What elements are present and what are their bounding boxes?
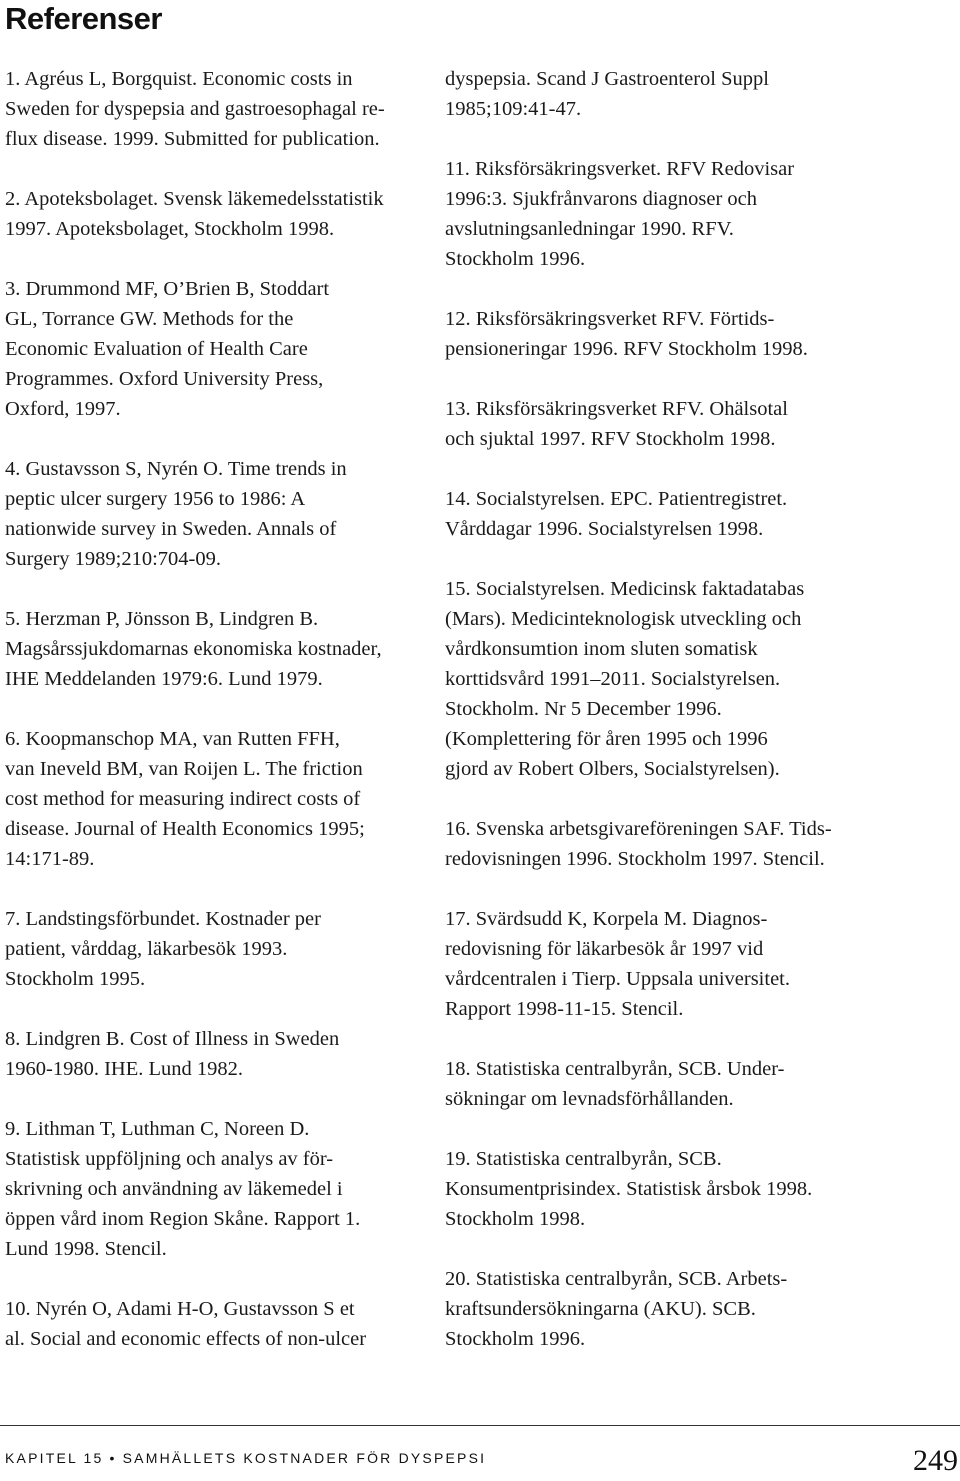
reference-line: 3. Drummond MF, O’Brien B, Stoddart	[5, 278, 330, 300]
reference-line: Vårddagar 1996. Socialstyrelsen 1998.	[445, 518, 764, 540]
reference-line: 20. Statistiska centralbyrån, SCB. Arbets-	[445, 1268, 788, 1290]
footer-chapter: KAPITEL 15	[5, 1450, 104, 1466]
reference-line: disease. Journal of Health Economics 1995;	[5, 818, 365, 840]
reference-line: van Ineveld BM, van Roijen L. The friction	[5, 758, 363, 780]
reference-line: avslutningsanledningar 1990. RFV.	[445, 218, 734, 240]
reference-line: korttidsvård 1991–2011. Socialstyrelsen.	[445, 668, 781, 690]
reference-entry	[445, 1054, 865, 1114]
reference-line: patient, vårddag, läkarbesök 1993.	[5, 938, 288, 960]
page-number: 249	[913, 1444, 958, 1477]
reference-line: Lund 1998. Stencil.	[5, 1238, 167, 1260]
reference-line: Statistisk uppföljning och analys av för-	[5, 1148, 334, 1170]
reference-entry	[445, 394, 865, 454]
reference-entry	[5, 454, 415, 574]
reference-line: 1997. Apoteksbolaget, Stockholm 1998.	[5, 218, 335, 240]
reference-line: 1985;109:41-47.	[445, 98, 582, 120]
reference-line: peptic ulcer surgery 1956 to 1986: A	[5, 488, 306, 510]
reference-line: Stockholm 1996.	[445, 248, 586, 270]
reference-line: 4. Gustavsson S, Nyrén O. Time trends in	[5, 458, 347, 480]
reference-entry	[445, 814, 865, 874]
reference-line: (Mars). Medicinteknologisk utveckling och	[445, 608, 802, 630]
reference-line: flux disease. 1999. Submitted for publication.	[5, 128, 380, 150]
reference-line: cost method for measuring indirect costs of	[5, 788, 361, 810]
reference-line: sökningar om levnadsförhållanden.	[445, 1088, 734, 1110]
reference-entry	[445, 904, 865, 1024]
reference-line: 17. Svärdsudd K, Korpela M. Diagnos-	[445, 908, 768, 930]
reference-entry	[5, 1024, 415, 1084]
footer-divider	[0, 1425, 960, 1426]
reference-entry	[445, 484, 865, 544]
reference-entry	[5, 1294, 415, 1354]
reference-line: vårdcentralen i Tierp. Uppsala universitet.	[445, 968, 790, 990]
reference-line: öppen vård inom Region Skåne. Rapport 1.	[5, 1208, 361, 1230]
reference-line: vårdkonsumtion inom sluten somatisk	[445, 638, 758, 660]
reference-line: gjord av Robert Olbers, Socialstyrelsen).	[445, 758, 780, 780]
reference-line: Surgery 1989;210:704-09.	[5, 548, 222, 570]
running-footer	[5, 1450, 486, 1466]
footer-bullet: •	[109, 1450, 117, 1466]
reference-entry	[445, 1144, 865, 1234]
reference-line: 14:171-89.	[5, 848, 95, 870]
reference-entry	[5, 1114, 415, 1264]
reference-line: och sjuktal 1997. RFV Stockholm 1998.	[445, 428, 776, 450]
reference-line: 13. Riksförsäkringsverket RFV. Ohälsotal	[445, 398, 788, 420]
reference-line: Magsårssjukdomarnas ekonomiska kostnader,	[5, 638, 382, 660]
reference-entry	[5, 724, 415, 874]
reference-line: Stockholm 1998.	[445, 1208, 586, 1230]
reference-line: 1960-1980. IHE. Lund 1982.	[5, 1058, 244, 1080]
reference-line: Konsumentprisindex. Statistisk årsbok 1998.	[445, 1178, 813, 1200]
reference-line: dyspepsia. Scand J Gastroenterol Suppl	[445, 68, 769, 90]
reference-line: 16. Svenska arbetsgivareföreningen SAF. Tids-	[445, 818, 832, 840]
reference-line: Stockholm. Nr 5 December 1996.	[445, 698, 722, 720]
page-heading: Referenser	[5, 1, 162, 36]
reference-column-left	[5, 64, 415, 1354]
reference-line: 2. Apoteksbolaget. Svensk läkemedelsstatistik	[5, 188, 384, 210]
reference-line: Rapport 1998-11-15. Stencil.	[445, 998, 684, 1020]
reference-line: IHE Meddelanden 1979:6. Lund 1979.	[5, 668, 323, 690]
reference-entry	[445, 1264, 865, 1354]
reference-entry	[445, 304, 865, 364]
reference-line: 7. Landstingsförbundet. Kostnader per	[5, 908, 321, 930]
reference-line: Stockholm 1996.	[445, 1328, 586, 1350]
reference-line: 18. Statistiska centralbyrån, SCB. Under-	[445, 1058, 785, 1080]
reference-line: kraftsundersökningarna (AKU). SCB.	[445, 1298, 756, 1320]
reference-line: skrivning och användning av läkemedel i	[5, 1178, 343, 1200]
reference-line: 10. Nyrén O, Adami H-O, Gustavsson S et	[5, 1298, 355, 1320]
reference-line: Stockholm 1995.	[5, 968, 146, 990]
reference-line: 14. Socialstyrelsen. EPC. Patientregistret.	[445, 488, 788, 510]
reference-line: 9. Lithman T, Luthman C, Noreen D.	[5, 1118, 310, 1140]
reference-line: Sweden for dyspepsia and gastroesophagal re-	[5, 98, 385, 120]
reference-line: Programmes. Oxford University Press,	[5, 368, 324, 390]
reference-line: redovisningen 1996. Stockholm 1997. Stencil.	[445, 848, 825, 870]
reference-entry	[445, 64, 865, 124]
reference-entry	[5, 184, 415, 244]
reference-entry	[5, 604, 415, 694]
reference-line: Oxford, 1997.	[5, 398, 121, 420]
reference-line: 6. Koopmanschop MA, van Rutten FFH,	[5, 728, 340, 750]
reference-line: (Komplettering för åren 1995 och 1996	[445, 728, 768, 750]
reference-line: Economic Evaluation of Health Care	[5, 338, 308, 360]
reference-line: 12. Riksförsäkringsverket RFV. Förtids-	[445, 308, 775, 330]
reference-line: 5. Herzman P, Jönsson B, Lindgren B.	[5, 608, 319, 630]
reference-entry	[445, 154, 865, 274]
reference-line: 1996:3. Sjukfrånvarons diagnoser och	[445, 188, 757, 210]
reference-line: al. Social and economic effects of non-ulcer	[5, 1328, 367, 1350]
reference-entry	[5, 64, 415, 154]
reference-entry	[445, 574, 865, 784]
reference-column-right	[445, 64, 865, 1354]
reference-line: 15. Socialstyrelsen. Medicinsk faktadatabas	[445, 578, 805, 600]
reference-line: redovisning för läkarbesök år 1997 vid	[445, 938, 764, 960]
reference-line: GL, Torrance GW. Methods for the	[5, 308, 294, 330]
reference-line: 1. Agréus L, Borgquist. Economic costs in	[5, 68, 353, 90]
reference-line: nationwide survey in Sweden. Annals of	[5, 518, 337, 540]
footer-title: SAMHÄLLETS KOSTNADER FÖR DYSPEPSI	[122, 1450, 487, 1466]
reference-line: 8. Lindgren B. Cost of Illness in Sweden	[5, 1028, 340, 1050]
reference-entry	[5, 904, 415, 994]
reference-entry	[5, 274, 415, 424]
reference-line: 19. Statistiska centralbyrån, SCB.	[445, 1148, 722, 1170]
reference-line: 11. Riksförsäkringsverket. RFV Redovisar	[445, 158, 795, 180]
reference-line: pensioneringar 1996. RFV Stockholm 1998.	[445, 338, 808, 360]
